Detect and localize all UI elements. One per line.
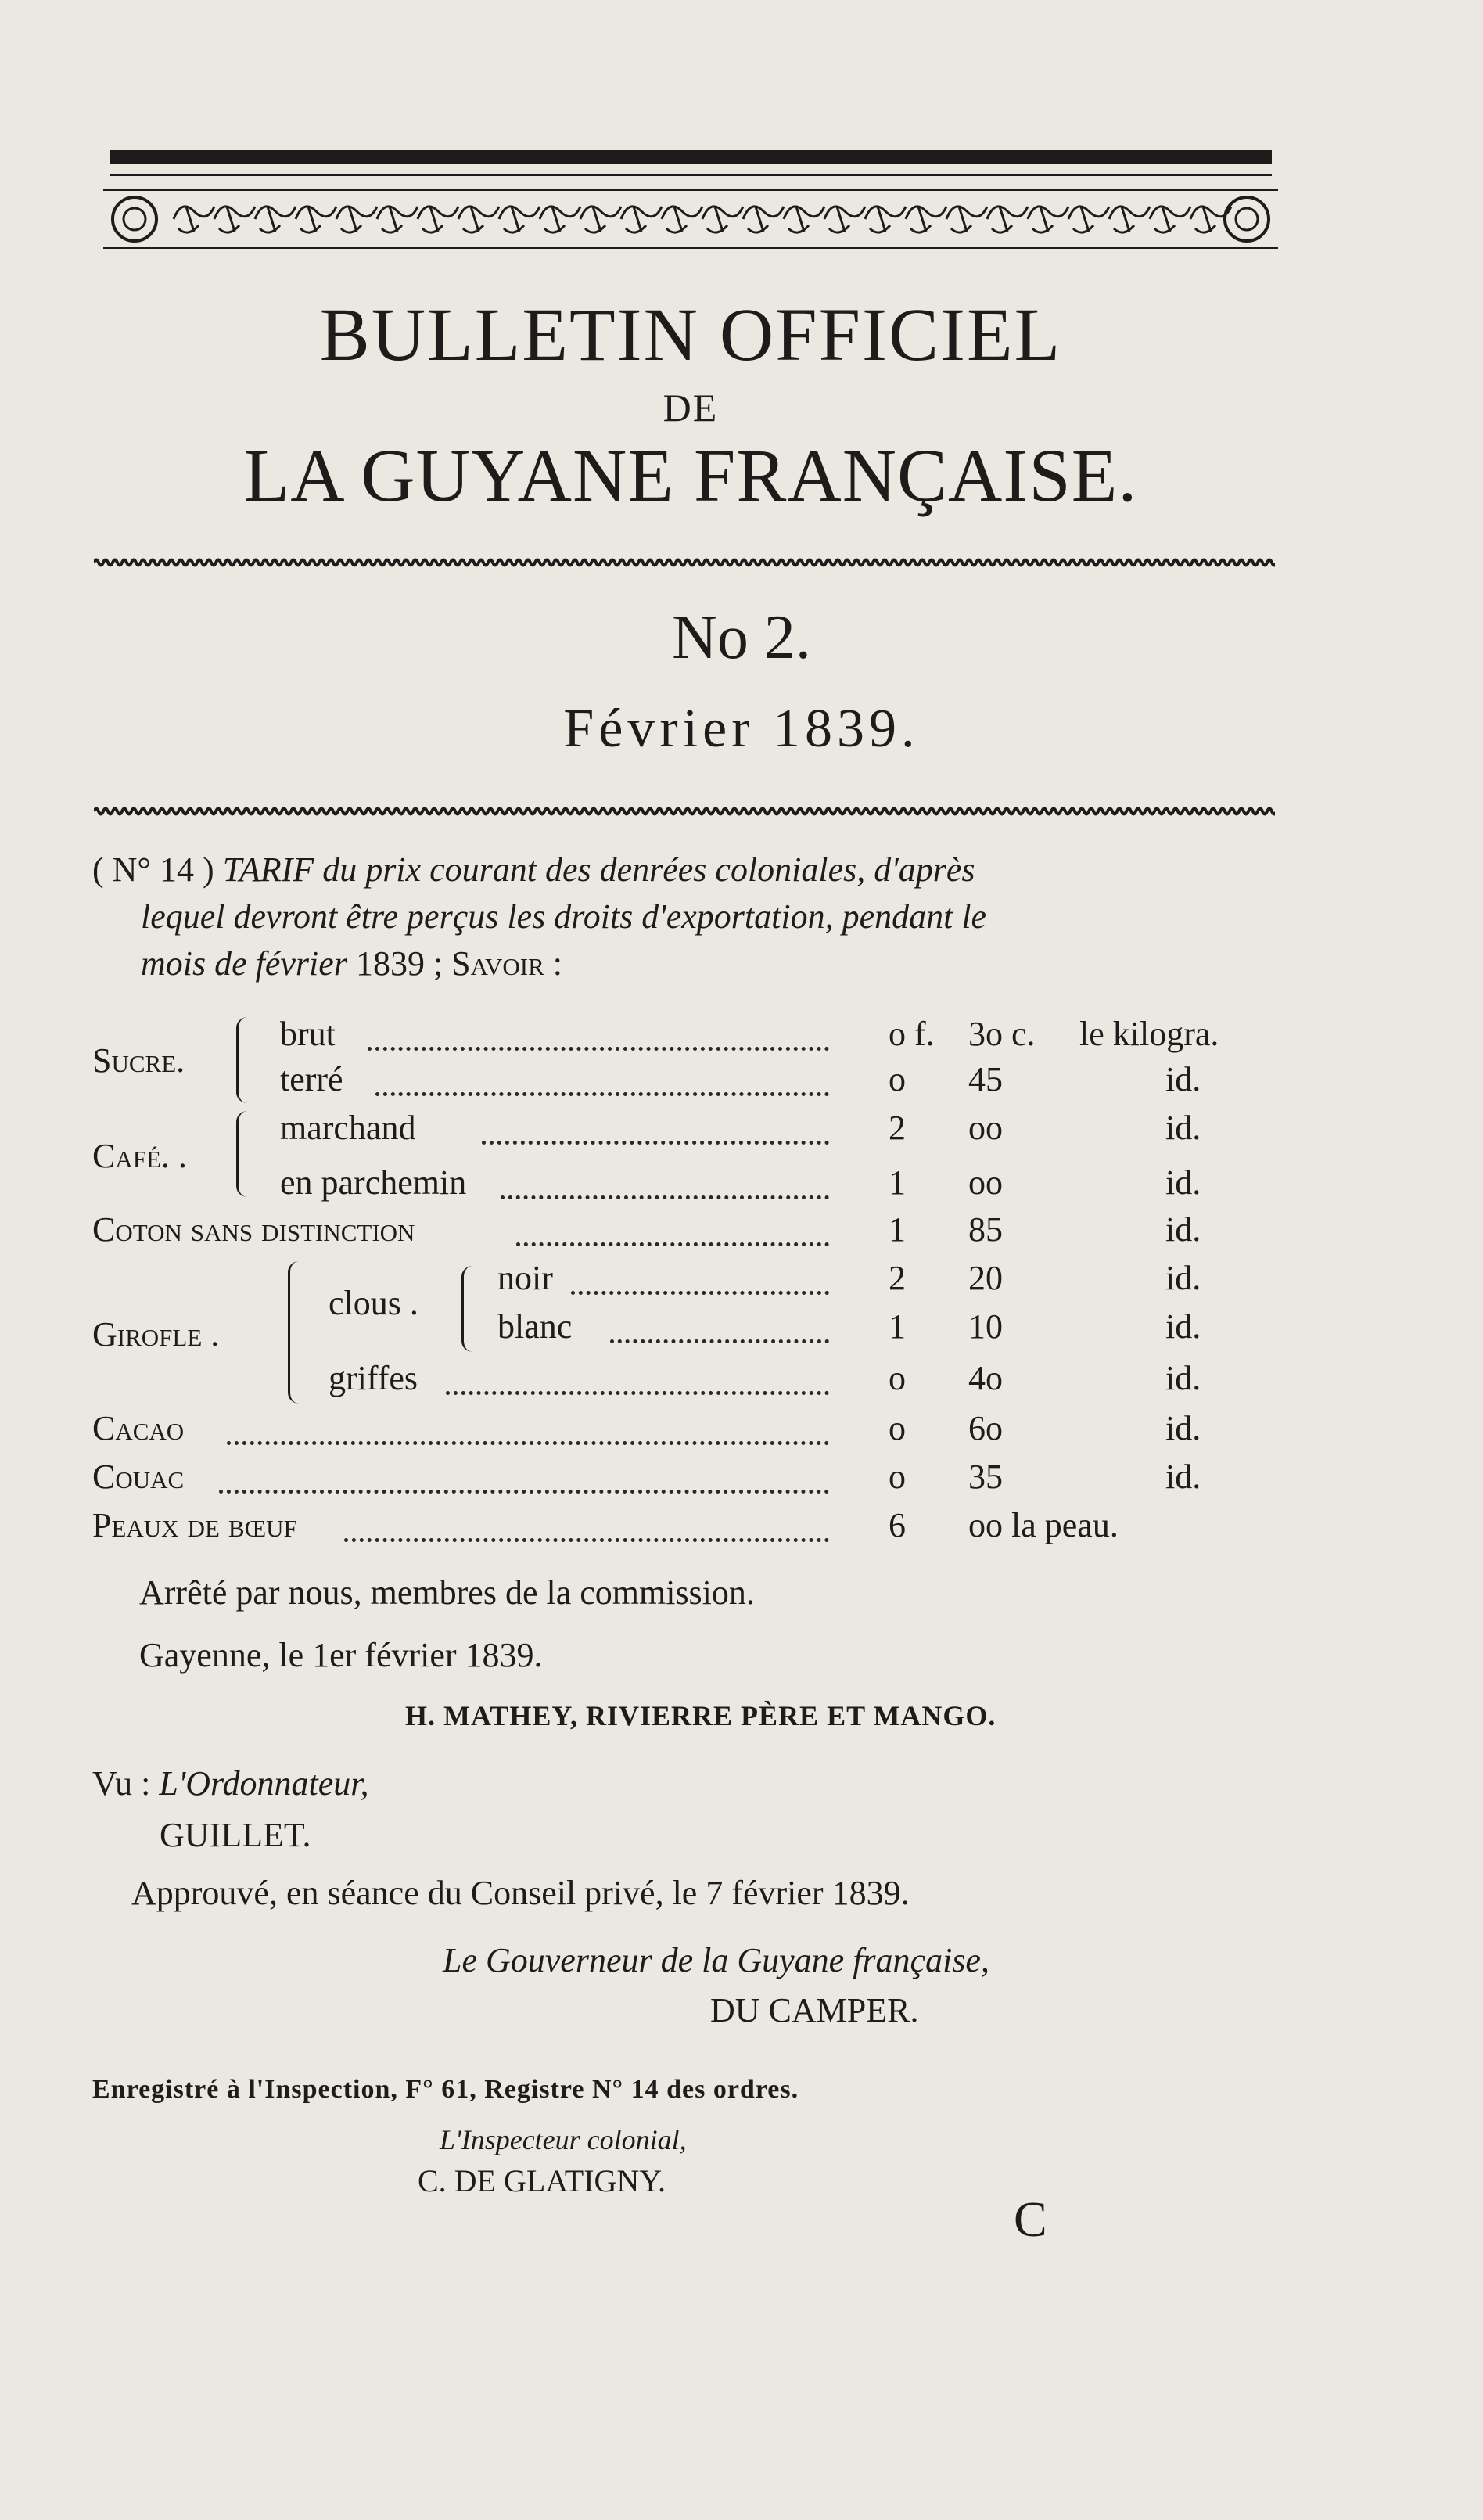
row-label-marchand: marchand — [280, 1109, 416, 1147]
bulletin-title: BULLETIN OFFICIEL — [319, 293, 1062, 376]
price-unit: id. — [1165, 1210, 1201, 1249]
header-ornament-band — [103, 188, 1278, 250]
header-thick-rule — [110, 150, 1272, 164]
price-centimes: oo — [968, 1163, 1003, 1202]
price-francs: 1 — [889, 1163, 906, 1202]
price-centimes: oo la peau. — [968, 1506, 1119, 1544]
header-thin-rule — [110, 174, 1272, 176]
price-francs: 2 — [889, 1259, 906, 1297]
inspecteur-name: C. DE GLATIGNY. — [418, 2163, 666, 2198]
price-unit: id. — [1165, 1359, 1201, 1397]
wavy-divider-bottom — [94, 806, 1275, 817]
leader — [482, 1141, 829, 1145]
leader — [227, 1441, 829, 1445]
price-centimes: 20 — [968, 1259, 1003, 1297]
price-francs: o — [889, 1409, 906, 1447]
intro-line-3: mois de février 1839 ; Savoir : — [141, 944, 563, 983]
governor-name: DU CAMPER. — [710, 1991, 919, 2029]
price-francs: 1 — [889, 1307, 906, 1346]
price-centimes: 10 — [968, 1307, 1003, 1346]
leader — [516, 1242, 829, 1246]
price-centimes: 85 — [968, 1210, 1003, 1249]
ordonnateur-name: GUILLET. — [160, 1816, 311, 1854]
decree-number: ( N° 14 ) — [92, 850, 214, 889]
price-unit: id. — [1165, 1458, 1201, 1496]
brace-girofle — [288, 1261, 304, 1404]
price-centimes: oo — [968, 1109, 1003, 1147]
place-date-line: Gayenne, le 1er février 1839. — [139, 1636, 543, 1674]
price-unit: id. — [1165, 1409, 1201, 1447]
decree-intro — [92, 847, 1266, 987]
wavy-divider-top — [94, 557, 1275, 568]
price-centimes: 45 — [968, 1060, 1003, 1098]
decree-subject: du prix courant des denrées coloniales, d'après — [322, 850, 975, 889]
price-unit: id. — [1165, 1163, 1201, 1202]
brace-clous — [461, 1266, 478, 1352]
decree-keyword: TARIF — [222, 850, 314, 889]
leader — [219, 1490, 829, 1494]
vu-line: Vu : L'Ordonnateur, — [92, 1764, 369, 1803]
row-label-terre: terré — [280, 1060, 343, 1098]
price-centimes: 3o c. — [968, 1015, 1036, 1053]
row-label-brut: brut — [280, 1015, 336, 1053]
price-francs: o — [889, 1359, 906, 1397]
leader — [501, 1195, 829, 1199]
row-label-peaux: Peaux de bœuf — [92, 1506, 297, 1544]
row-label-griffes: griffes — [329, 1359, 418, 1397]
sheet-signature-mark: C — [1014, 2191, 1047, 2247]
issue-date: Février 1839. — [563, 699, 920, 759]
arrete-line: Arrêté par nous, membres de la commission. — [139, 1573, 755, 1612]
governor-role: Le Gouverneur de la Guyane française, — [443, 1941, 989, 1979]
price-unit: le kilogra. — [1079, 1015, 1219, 1053]
brace-sucre — [236, 1017, 253, 1103]
issue-number: No 2. — [672, 603, 811, 672]
brace-cafe — [236, 1111, 253, 1197]
intro-line-2: lequel devront être perçus les droits d'exportation, pendant le — [141, 897, 987, 936]
subgroup-clous: clous . — [329, 1284, 418, 1322]
row-label-cacao: Cacao — [92, 1409, 185, 1447]
leader — [344, 1538, 829, 1542]
leader — [610, 1339, 829, 1343]
price-unit: id. — [1165, 1307, 1201, 1346]
price-francs: o — [889, 1060, 906, 1098]
group-sucre: Sucre. — [92, 1041, 185, 1080]
approuve-line: Approuvé, en séance du Conseil privé, le 7 février 1839. — [131, 1874, 910, 1912]
price-francs: 2 — [889, 1109, 906, 1147]
leader — [375, 1092, 829, 1096]
price-francs: o f. — [889, 1015, 935, 1053]
ordonnateur-role: L'Ordonnateur, — [159, 1764, 369, 1803]
enregistre-line: Enregistré à l'Inspection, F° 61, Registre N° 14 des ordres. — [92, 2075, 799, 2104]
price-francs: o — [889, 1458, 906, 1496]
row-label-noir: noir — [497, 1259, 553, 1297]
row-label-couac: Couac — [92, 1458, 185, 1496]
price-centimes: 6o — [968, 1409, 1003, 1447]
group-girofle: Girofle . — [92, 1315, 220, 1353]
price-centimes: 35 — [968, 1458, 1003, 1496]
leader — [368, 1047, 829, 1051]
price-unit: id. — [1165, 1259, 1201, 1297]
price-unit: id. — [1165, 1109, 1201, 1147]
commission-signatories: H. MATHEY, RIVIERRE PÈRE ET MANGO. — [405, 1700, 996, 1731]
intro-line-1 — [92, 847, 1266, 893]
row-label-blanc: blanc — [497, 1307, 573, 1346]
row-label-parchemin: en parchemin — [280, 1163, 467, 1202]
price-centimes: 4o — [968, 1359, 1003, 1397]
leader — [446, 1391, 829, 1395]
price-unit: id. — [1165, 1060, 1201, 1098]
price-francs: 1 — [889, 1210, 906, 1249]
title-connector: DE — [663, 386, 719, 430]
row-label-coton: Coton sans distinction — [92, 1210, 415, 1249]
group-cafe: Café. . — [92, 1137, 187, 1175]
price-francs: 6 — [889, 1506, 906, 1544]
colony-title: LA GUYANE FRANÇAISE. — [243, 433, 1138, 517]
leader — [571, 1291, 829, 1295]
inspecteur-role: L'Inspecteur colonial, — [440, 2124, 687, 2155]
